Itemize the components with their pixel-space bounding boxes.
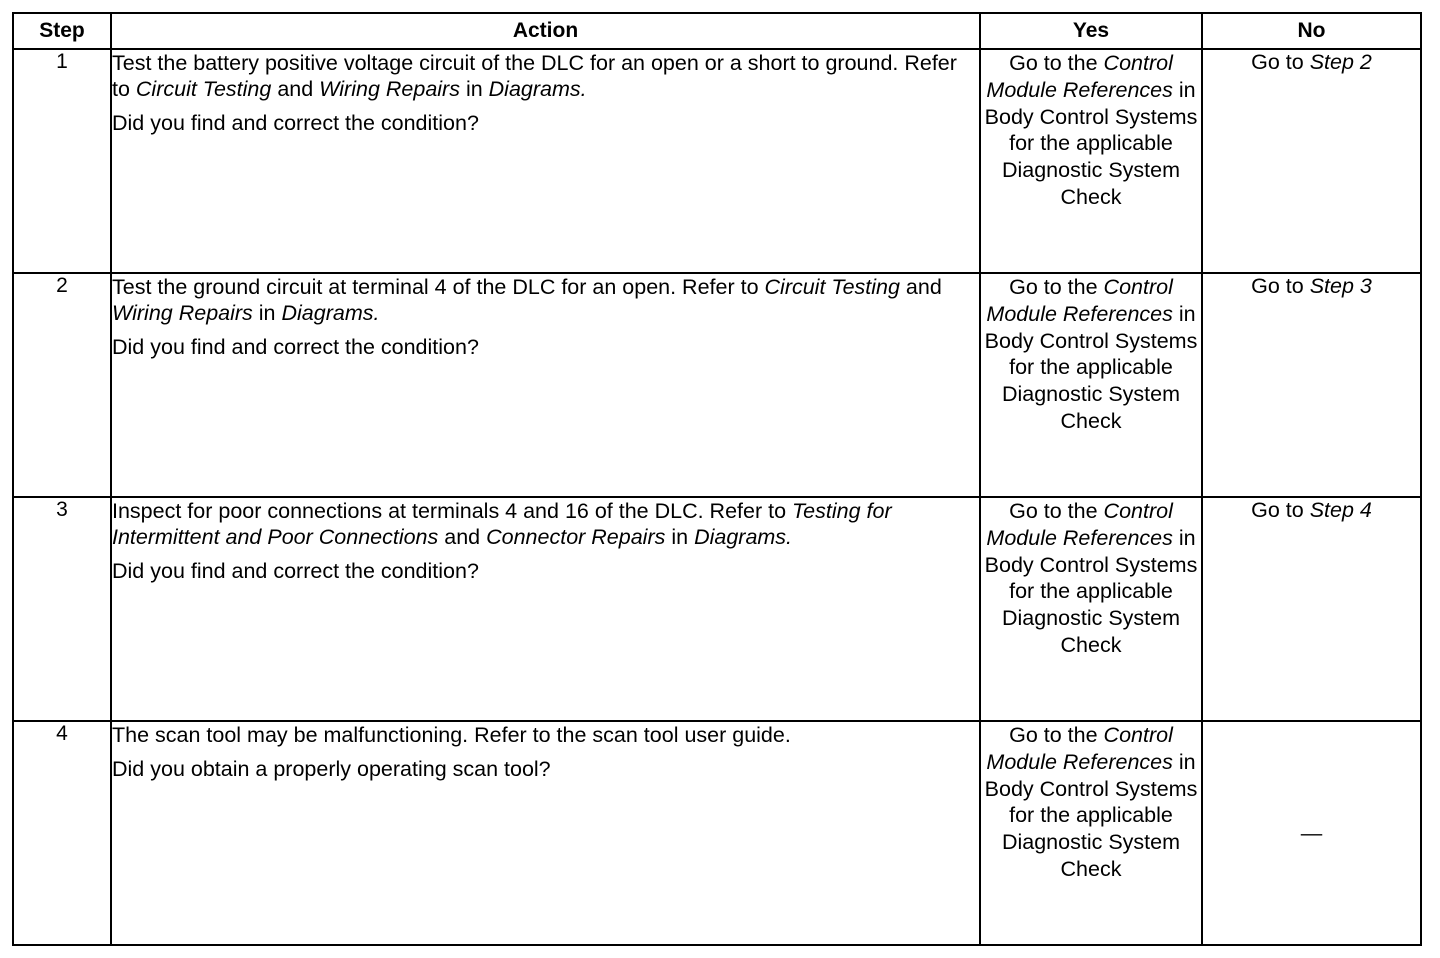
reference-diagrams: Diagrams. xyxy=(281,301,380,325)
yes-cell xyxy=(980,49,1202,273)
action-question: Did you find and correct the condition? xyxy=(112,559,479,583)
action-cell xyxy=(111,497,980,721)
reference-connector-repairs: Connector Repairs xyxy=(486,525,666,549)
yes-cell xyxy=(980,497,1202,721)
action-instruction xyxy=(112,498,979,550)
yes-suffix: in Body Control Systems for the applicable Diagnostic System Check xyxy=(984,77,1198,209)
reference-circuit-testing: Circuit Testing xyxy=(135,77,272,101)
yes-prefix: Go to the xyxy=(1009,723,1104,747)
step-number: 3 xyxy=(13,497,111,721)
no-step-reference: Step 4 xyxy=(1309,498,1372,522)
yes-cell xyxy=(980,721,1202,945)
no-prefix: Go to xyxy=(1251,274,1310,298)
table-row xyxy=(13,721,1421,945)
yes-reference: Control Module References xyxy=(986,499,1173,550)
header-step: Step xyxy=(13,13,111,49)
action-text: in xyxy=(459,77,489,101)
header-action: Action xyxy=(111,13,980,49)
table-row xyxy=(13,49,1421,273)
reference-wiring-repairs: Wiring Repairs xyxy=(319,77,460,101)
reference-circuit-testing: Circuit Testing xyxy=(764,275,900,299)
action-text: Inspect for poor connections at terminals 4 and 16 of the DLC. Refer to xyxy=(112,499,793,523)
no-prefix: Go to xyxy=(1251,50,1310,74)
no-step-reference: Step 3 xyxy=(1309,274,1372,298)
no-cell xyxy=(1202,721,1421,945)
reference-diagrams: Diagrams. xyxy=(488,77,587,101)
action-question: Did you find and correct the condition? xyxy=(112,111,479,135)
no-dash: — xyxy=(1300,820,1323,845)
no-cell xyxy=(1202,273,1421,497)
table-row xyxy=(13,497,1421,721)
action-text: and xyxy=(271,77,320,101)
yes-suffix: in Body Control Systems for the applicable Diagnostic System Check xyxy=(984,301,1198,433)
action-text: Test the ground circuit at terminal 4 of the DLC for an open. Refer to xyxy=(112,275,765,299)
yes-prefix: Go to the xyxy=(1009,499,1104,523)
yes-cell xyxy=(980,273,1202,497)
action-text: and xyxy=(899,275,942,299)
action-text: in xyxy=(252,301,282,325)
header-no: No xyxy=(1202,13,1421,49)
header-row xyxy=(13,13,1421,49)
action-cell xyxy=(111,721,980,945)
header-yes: Yes xyxy=(980,13,1202,49)
action-instruction: The scan tool may be malfunctioning. Refer to the scan tool user guide. xyxy=(112,723,791,747)
action-cell xyxy=(111,49,980,273)
action-question: Did you obtain a properly operating scan tool? xyxy=(112,757,551,781)
yes-prefix: Go to the xyxy=(1009,275,1104,299)
yes-suffix: in Body Control Systems for the applicable Diagnostic System Check xyxy=(984,749,1198,881)
table-row xyxy=(13,273,1421,497)
action-instruction xyxy=(112,274,979,326)
no-step-reference: Step 2 xyxy=(1309,50,1372,74)
step-number: 1 xyxy=(13,49,111,273)
step-number: 4 xyxy=(13,721,111,945)
action-text: and xyxy=(438,525,487,549)
no-cell xyxy=(1202,497,1421,721)
reference-diagrams: Diagrams. xyxy=(694,525,793,549)
reference-wiring-repairs: Wiring Repairs xyxy=(112,301,253,325)
no-prefix: Go to xyxy=(1251,498,1310,522)
step-number: 2 xyxy=(13,273,111,497)
action-question: Did you find and correct the condition? xyxy=(112,335,479,359)
action-cell xyxy=(111,273,980,497)
yes-reference: Control Module References xyxy=(986,723,1173,774)
yes-reference: Control Module References xyxy=(986,51,1173,102)
diagnostic-table xyxy=(12,12,1422,946)
reference-testing-intermittent: Testing for Intermittent and Poor Connections xyxy=(112,499,892,549)
no-cell xyxy=(1202,49,1421,273)
yes-prefix: Go to the xyxy=(1009,51,1104,75)
yes-suffix: in Body Control Systems for the applicable Diagnostic System Check xyxy=(984,525,1198,657)
yes-reference: Control Module References xyxy=(986,275,1173,326)
action-text: Test the battery positive voltage circuit of the DLC for an open or a short to ground. Refer to xyxy=(112,51,957,101)
action-text: in xyxy=(665,525,695,549)
action-instruction xyxy=(112,50,979,102)
